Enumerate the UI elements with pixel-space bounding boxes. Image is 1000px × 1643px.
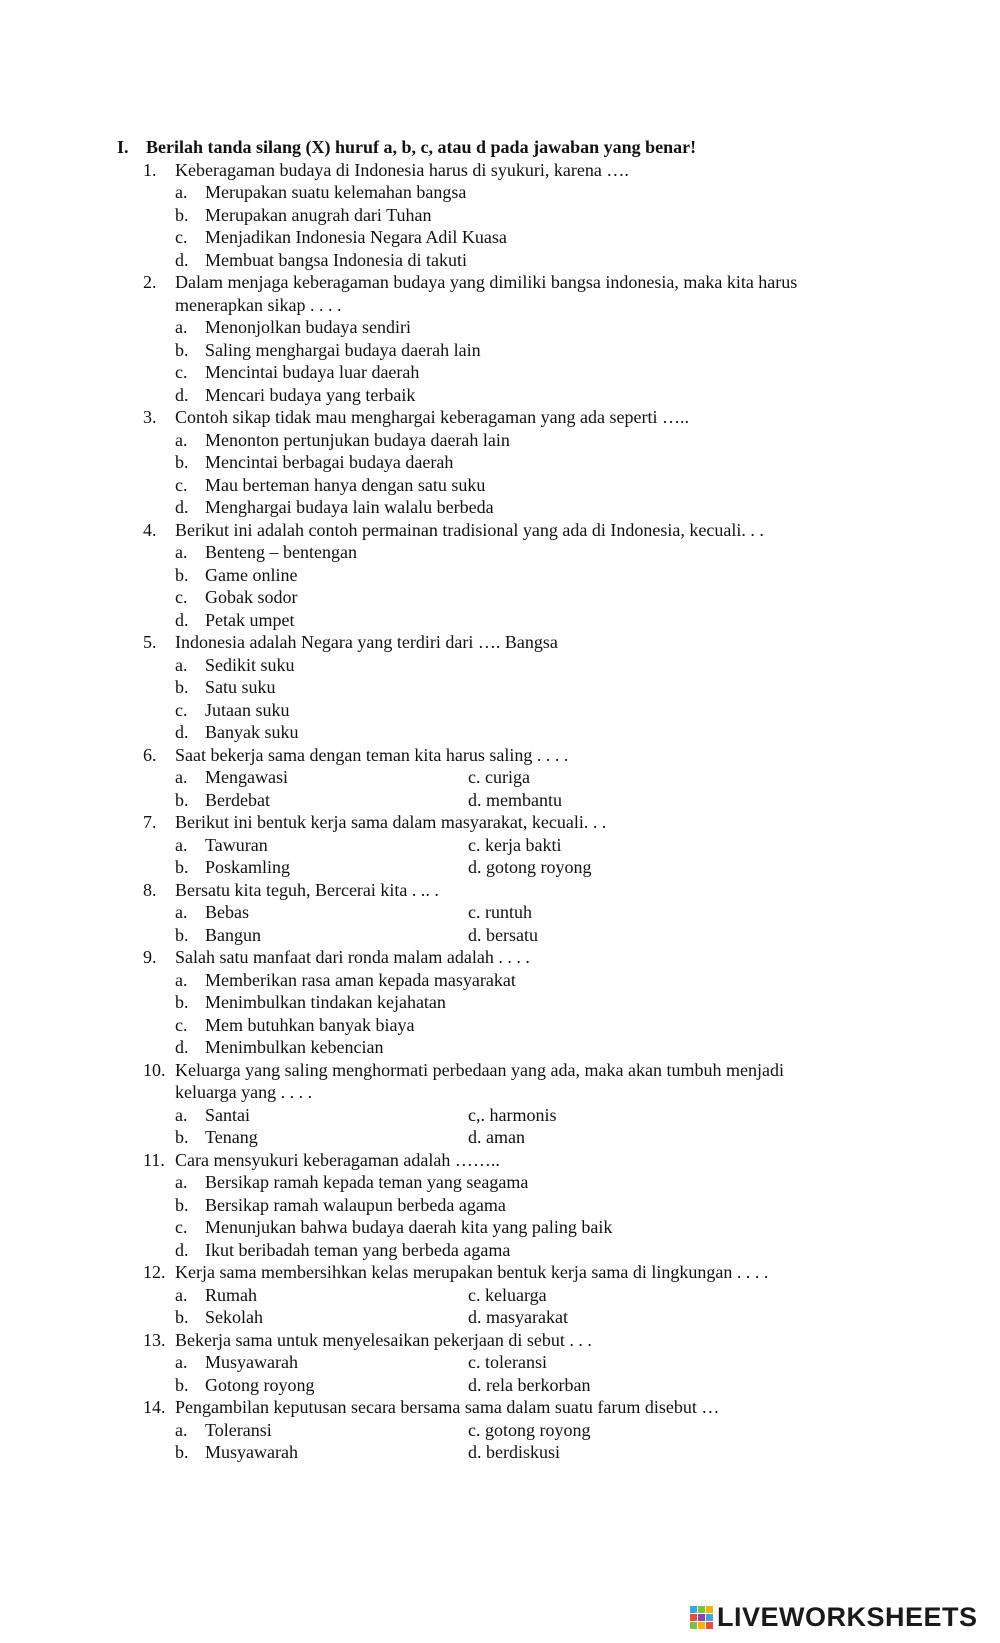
answer-option-row (0, 1104, 1000, 1127)
question-text: menerapkan sikap . . . . (175, 294, 342, 315)
option-letter: b. (175, 339, 189, 360)
question-stem (0, 1149, 1000, 1172)
answer-option-row (0, 1374, 1000, 1397)
question-number: 1. (143, 159, 157, 180)
question-stem (0, 406, 1000, 429)
logo-square (698, 1622, 705, 1629)
option-text: Menonton pertunjukan budaya daerah lain (205, 429, 510, 450)
section-heading (0, 136, 1000, 159)
option-text: Membuat bangsa Indonesia di takuti (205, 249, 467, 270)
option-letter: c. (175, 1014, 188, 1035)
question-number: 7. (143, 812, 157, 832)
option-text: Toleransi (205, 1419, 272, 1440)
question-stem (0, 811, 1000, 834)
answer-option[interactable] (0, 204, 1000, 227)
option-text: Tawuran (205, 834, 268, 855)
answer-option[interactable] (0, 609, 1000, 632)
answer-option[interactable]: d. masyarakat (468, 1307, 568, 1327)
option-text: Poskamling (205, 857, 291, 877)
question-stem (0, 1396, 1000, 1419)
answer-option[interactable] (0, 249, 1000, 272)
option-letter: b. (175, 857, 189, 877)
question-number: 13. (143, 1329, 166, 1350)
option-text: Mem butuhkan banyak biaya (205, 1014, 415, 1035)
option-letter: b. (175, 1307, 189, 1327)
option-text: Bangun (205, 924, 261, 945)
question-stem-continued (0, 294, 1000, 317)
option-text: Mengawasi (205, 767, 288, 787)
answer-option[interactable] (0, 1014, 1000, 1037)
question-text: Indonesia adalah Negara yang terdiri dari …. Bangsa (175, 632, 558, 652)
answer-option[interactable] (0, 1194, 1000, 1217)
option-letter: c. (175, 587, 188, 607)
option-text: Petak umpet (205, 609, 295, 630)
logo-square (690, 1622, 697, 1629)
option-text: Saling menghargai budaya daerah lain (205, 339, 481, 360)
option-text: Menjadikan Indonesia Negara Adil Kuasa (205, 227, 507, 247)
section-instruction: Berilah tanda silang (X) huruf a, b, c, atau d pada jawaban yang benar! (146, 137, 697, 157)
logo-square (706, 1622, 713, 1629)
option-text: Jutaan suku (205, 699, 290, 720)
question-number: 6. (143, 744, 157, 765)
option-text: Mau berteman hanya dengan satu suku (205, 474, 486, 495)
option-letter: a. (175, 834, 188, 855)
question-number: 2. (143, 272, 157, 292)
option-text: Mencintai berbagai budaya daerah (205, 452, 454, 472)
question-text: keluarga yang . . . . (175, 1082, 313, 1102)
option-letter: a. (175, 1419, 188, 1440)
question-text: Dalam menjaga keberagaman budaya yang dimiliki bangsa indonesia, maka kita harus (175, 272, 798, 292)
option-text: Mencari budaya yang terbaik (205, 384, 416, 405)
answer-option[interactable] (0, 181, 1000, 204)
answer-option-row (0, 924, 1000, 947)
answer-option[interactable] (0, 676, 1000, 699)
answer-option[interactable] (0, 429, 1000, 452)
question-stem (0, 1059, 1000, 1082)
logo-square (698, 1606, 705, 1613)
option-letter: c. (175, 474, 188, 495)
option-letter: a. (175, 1172, 188, 1192)
question-text: Keberagaman budaya di Indonesia harus di syukuri, karena …. (175, 159, 629, 180)
answer-option-row (0, 1126, 1000, 1149)
option-text: Memberikan rasa aman kepada masyarakat (205, 969, 516, 990)
question-text: Berikut ini adalah contoh permainan tradisional yang ada di Indonesia, kecuali. . . (175, 519, 764, 540)
answer-option[interactable] (0, 991, 1000, 1014)
answer-option[interactable]: c. gotong royong (468, 1419, 591, 1440)
option-text: Banyak suku (205, 722, 299, 742)
option-text: Tenang (205, 1127, 258, 1147)
answer-option[interactable] (0, 496, 1000, 519)
option-letter: a. (175, 1352, 188, 1372)
question-number: 10. (143, 1059, 166, 1080)
option-text: Menunjukan bahwa budaya daerah kita yang paling baik (205, 1217, 613, 1237)
question-text: Salah satu manfaat dari ronda malam adalah . . . . (175, 947, 530, 967)
question-text: Contoh sikap tidak mau menghargai keberagaman yang ada seperti ….. (175, 407, 690, 427)
option-text: Bersikap ramah walaupun berbeda agama (205, 1194, 506, 1215)
option-letter: c. (175, 699, 188, 720)
option-letter: b. (175, 564, 189, 585)
option-letter: c. (175, 362, 188, 382)
option-letter: a. (175, 654, 188, 675)
option-letter: d. (175, 384, 189, 405)
option-text: Merupakan anugrah dari Tuhan (205, 204, 432, 225)
option-text: Menimbulkan tindakan kejahatan (205, 992, 446, 1012)
answer-option[interactable]: d. gotong royong (468, 857, 592, 877)
option-letter: a. (175, 429, 188, 450)
answer-option-row (0, 834, 1000, 857)
question-stem (0, 631, 1000, 654)
option-text: Rumah (205, 1284, 257, 1305)
answer-option[interactable] (0, 586, 1000, 609)
option-letter: d. (175, 497, 189, 517)
section-number: I. (117, 137, 129, 157)
question-text: Saat bekerja sama dengan teman kita harus saling . . . . (175, 744, 569, 765)
option-text: Satu suku (205, 677, 276, 697)
worksheet (0, 136, 1000, 1464)
option-text: Bebas (205, 902, 249, 922)
answer-option[interactable] (0, 699, 1000, 722)
question-stem (0, 946, 1000, 969)
answer-option[interactable] (0, 226, 1000, 249)
answer-option[interactable] (0, 384, 1000, 407)
question-stem (0, 1261, 1000, 1284)
option-letter: d. (175, 1037, 189, 1057)
answer-option[interactable] (0, 1239, 1000, 1262)
option-letter: a. (175, 317, 188, 337)
answer-option[interactable]: d. berdiskusi (468, 1442, 560, 1462)
option-text: Game online (205, 564, 298, 585)
answer-option-row (0, 1441, 1000, 1464)
question-stem (0, 1329, 1000, 1352)
option-letter: b. (175, 677, 189, 697)
question-stem-continued (0, 1081, 1000, 1104)
option-text: Santai (205, 1104, 250, 1125)
answer-option[interactable]: c. runtuh (468, 902, 532, 922)
logo-square (690, 1614, 697, 1621)
option-letter: b. (175, 1374, 189, 1395)
answer-option[interactable] (0, 339, 1000, 362)
answer-option[interactable] (0, 1036, 1000, 1059)
option-letter: a. (175, 542, 188, 562)
answer-option[interactable] (0, 969, 1000, 992)
option-letter: a. (175, 767, 188, 787)
option-text: Benteng – bentengan (205, 542, 357, 562)
question-number: 3. (143, 407, 157, 427)
answer-option[interactable] (0, 474, 1000, 497)
question-text: Kerja sama membersihkan kelas merupakan bentuk kerja sama di lingkungan . . . . (175, 1262, 769, 1282)
liveworksheets-brand (690, 1602, 978, 1632)
option-text: Menimbulkan kebencian (205, 1037, 384, 1057)
question-stem (0, 519, 1000, 542)
answer-option-row (0, 1351, 1000, 1374)
question-stem (0, 879, 1000, 902)
answer-option[interactable]: c. curiga (468, 767, 530, 787)
answer-option[interactable] (0, 451, 1000, 474)
answer-option[interactable] (0, 1171, 1000, 1194)
option-letter: b. (175, 1194, 189, 1215)
question-list (0, 159, 1000, 1464)
option-text: Merupakan suatu kelemahan bangsa (205, 182, 467, 202)
answer-option[interactable]: d. rela berkorban (468, 1374, 591, 1395)
option-letter: a. (175, 182, 188, 202)
option-text: Ikut beribadah teman yang berbeda agama (205, 1239, 511, 1260)
option-letter: b. (175, 992, 189, 1012)
option-letter: d. (175, 1239, 189, 1260)
answer-option[interactable] (0, 654, 1000, 677)
option-letter: b. (175, 1442, 189, 1462)
answer-option[interactable]: d. aman (468, 1127, 525, 1147)
question-text: Pengambilan keputusan secara bersama sama dalam suatu farum disebut … (175, 1397, 720, 1417)
brand-name: LIVEWORKSHEETS (717, 1601, 978, 1632)
option-text: Menghargai budaya lain walalu berbeda (205, 497, 494, 517)
question-number: 11. (143, 1149, 165, 1170)
question-number: 5. (143, 632, 157, 652)
answer-option-row (0, 856, 1000, 879)
option-letter: b. (175, 204, 189, 225)
option-text: Sekolah (205, 1307, 263, 1327)
option-letter: b. (175, 1127, 189, 1147)
option-text: Musyawarah (205, 1352, 298, 1372)
question-text: Bersatu kita teguh, Bercerai kita . .. . (175, 879, 439, 900)
option-text: Bersikap ramah kepada teman yang seagama (205, 1172, 529, 1192)
answer-option-row (0, 1306, 1000, 1329)
option-text: Sedikit suku (205, 654, 295, 675)
option-text: Menonjolkan budaya sendiri (205, 317, 411, 337)
option-letter: b. (175, 789, 189, 810)
option-letter: a. (175, 1284, 188, 1305)
answer-option[interactable]: d. membantu (468, 789, 562, 810)
answer-option[interactable] (0, 564, 1000, 587)
answer-option[interactable]: c. toleransi (468, 1352, 547, 1372)
logo-square (698, 1614, 705, 1621)
liveworksheets-logo-icon (690, 1606, 713, 1629)
option-letter: d. (175, 609, 189, 630)
answer-option-row (0, 1419, 1000, 1442)
option-text: Musyawarah (205, 1442, 298, 1462)
question-number: 8. (143, 879, 157, 900)
option-letter: a. (175, 969, 188, 990)
logo-square (706, 1614, 713, 1621)
question-stem (0, 744, 1000, 767)
option-text: Gobak sodor (205, 587, 298, 607)
answer-option[interactable]: c,. harmonis (468, 1104, 557, 1125)
answer-option[interactable] (0, 1216, 1000, 1239)
question-text: Berikut ini bentuk kerja sama dalam masyarakat, kecuali. . . (175, 812, 607, 832)
answer-option[interactable] (0, 361, 1000, 384)
answer-option-row (0, 766, 1000, 789)
answer-option[interactable] (0, 316, 1000, 339)
question-number: 9. (143, 947, 157, 967)
answer-option-row (0, 901, 1000, 924)
answer-option-row (0, 789, 1000, 812)
option-letter: c. (175, 1217, 188, 1237)
option-letter: b. (175, 452, 189, 472)
option-letter: a. (175, 902, 188, 922)
answer-option[interactable] (0, 541, 1000, 564)
question-stem (0, 271, 1000, 294)
logo-square (706, 1606, 713, 1613)
option-letter: c. (175, 227, 188, 247)
answer-option[interactable]: d. bersatu (468, 924, 538, 945)
answer-option[interactable]: c. keluarga (468, 1284, 547, 1305)
option-letter: a. (175, 1104, 188, 1125)
option-text: Berdebat (205, 789, 270, 810)
option-text: Mencintai budaya luar daerah (205, 362, 420, 382)
logo-square (690, 1606, 697, 1613)
question-text: Keluarga yang saling menghormati perbedaan yang ada, maka akan tumbuh menjadi (175, 1059, 784, 1080)
answer-option-row (0, 1284, 1000, 1307)
answer-option[interactable]: c. kerja bakti (468, 834, 562, 855)
option-text: Gotong royong (205, 1374, 315, 1395)
option-letter: b. (175, 924, 189, 945)
option-letter: d. (175, 722, 189, 742)
question-number: 4. (143, 519, 157, 540)
question-text: Bekerja sama untuk menyelesaikan pekerjaan di sebut . . . (175, 1329, 592, 1350)
question-number: 14. (143, 1397, 166, 1417)
question-text: Cara mensyukuri keberagaman adalah …….. (175, 1149, 500, 1170)
question-stem (0, 159, 1000, 182)
option-letter: d. (175, 249, 189, 270)
question-number: 12. (143, 1262, 166, 1282)
answer-option[interactable] (0, 721, 1000, 744)
